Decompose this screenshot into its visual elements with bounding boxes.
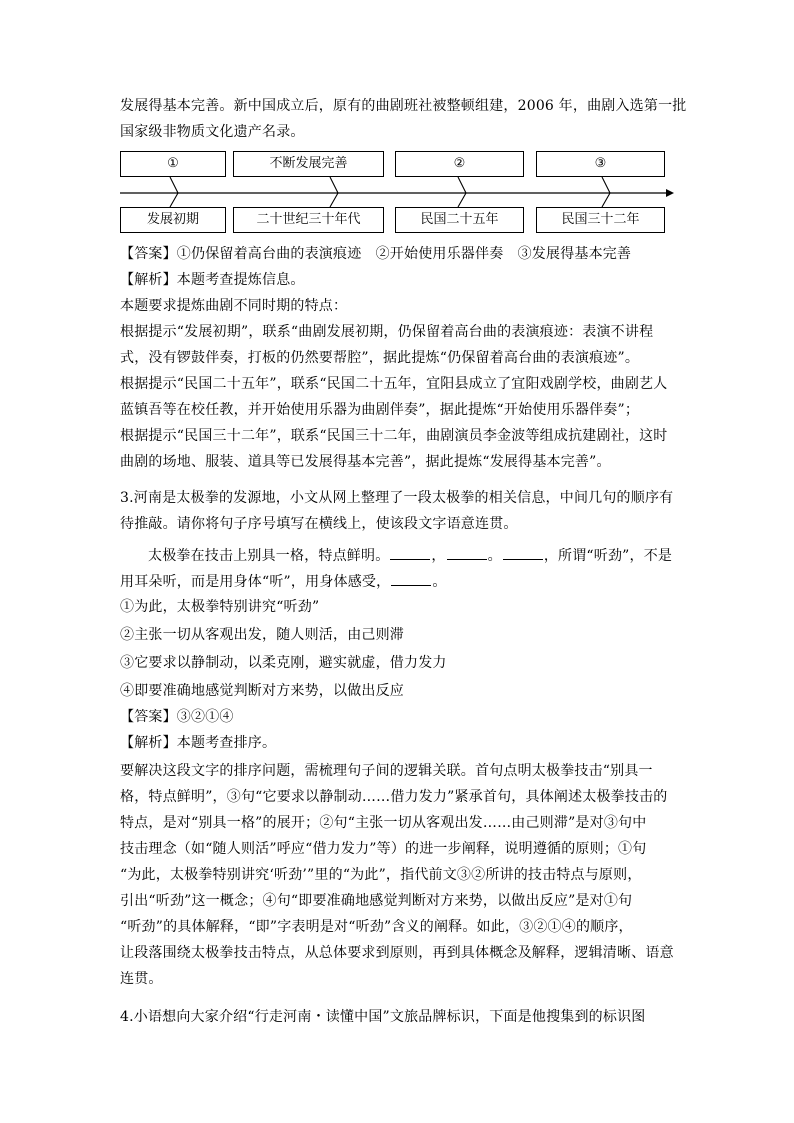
q3-analysis-line: 引出“听劲”这一概念；④句“即要准确地感觉判断对方来势，以做出反应”是对①句 <box>120 893 633 909</box>
q3-option: ①为此，太极拳特别讲究“听劲” <box>120 599 320 615</box>
q3-stem-line: 3.河南是太极拳的发源地，小文从网上整理了一段太极拳的相关信息，中间几句的顺序有 <box>120 490 674 506</box>
timeline-bottom-box-1: 发展初期 <box>120 207 226 233</box>
text-line: 国家级非物质文化遗产名录。 <box>120 124 305 140</box>
timeline-top-box-3: ② <box>395 151 524 177</box>
q3-analysis-line: 连贯。 <box>120 971 163 987</box>
q3-passage-line-2 <box>120 571 447 591</box>
q3-analysis-line: “为此，太极拳特别讲究‘听劲’”里的“为此”，指代前文③②所讲的技击特点与原则， <box>120 867 642 883</box>
passage-text: ，所谓“听劲”，不是 <box>543 548 673 564</box>
q3-option: ③它要求以静制动，以柔克刚，避实就虚，借力发力 <box>120 655 447 671</box>
q2-analysis-line: 根据提示“发展初期”，联系“曲剧发展初期，仍保留着高台曲的表演痕迹：表演不讲程 <box>120 324 654 340</box>
q2-analysis-line: 根据提示“民国三十二年”，联系“民国三十二年，曲剧演员李金波等组成抗建剧社，这时 <box>120 428 668 444</box>
timeline-top-box-1: ① <box>120 151 226 177</box>
answer-blank-4[interactable] <box>391 571 431 586</box>
passage-punct: 。 <box>432 574 447 590</box>
timeline-diagram <box>118 148 678 238</box>
timeline-bottom-box-2: 二十世纪三十年代 <box>233 207 384 233</box>
answer-blank-2[interactable] <box>447 545 487 560</box>
text-line: 发展得基本完善。新中国成立后，原有的曲剧班社被整顿组建，2006 年，曲剧入选第一批 <box>120 98 687 114</box>
q2-analysis-line: 根据提示“民国二十五年”，联系“民国二十五年，宜阳县成立了宜阳戏剧学校，曲剧艺人 <box>120 376 668 392</box>
passage-text: 太极拳在技击上别具一格，特点鲜明。 <box>148 548 390 564</box>
answer-blank-1[interactable] <box>390 545 430 560</box>
passage-text: 用耳朵听，而是用身体“听”，用身体感受， <box>120 574 391 590</box>
q3-passage-line-1 <box>148 545 672 565</box>
q2-analysis-line: 【解析】本题考查提炼信息。 <box>120 272 305 288</box>
q3-analysis-line: 技击理念（如“随人则活”呼应“借力发力”等）的进一步阐释，说明遵循的原则；①句 <box>120 841 647 857</box>
q3-analysis-line: 【解析】本题考查排序。 <box>120 735 277 751</box>
q3-option: ②主张一切从客观出发，随人则活，由己则滞 <box>120 627 404 643</box>
q3-analysis-line: 让段落围绕太极拳技击特点，从总体要求到原则，再到具体概念及解释，逻辑清晰、语意 <box>120 945 674 961</box>
timeline-top-box-2: 不断发展完善 <box>233 151 384 177</box>
timeline-bottom-box-3: 民国二十五年 <box>395 207 524 233</box>
passage-punct: 。 <box>487 548 502 564</box>
timeline-top-box-4: ③ <box>536 151 665 177</box>
q2-answer: 【答案】①仍保留着高台曲的表演痕迹 ②开始使用乐器伴奏 ③发展得基本完善 <box>120 246 632 262</box>
timeline-bottom-box-4: 民国三十二年 <box>536 207 665 233</box>
q2-analysis-line: 曲剧的场地、服装、道具等已发展得基本完善”，据此提炼“发展得基本完善”。 <box>120 454 611 470</box>
passage-punct: ， <box>431 548 446 564</box>
q3-stem-line: 待推敲。请你将句子序号填写在横线上，使该段文字语意连贯。 <box>120 516 518 532</box>
q3-answer: 【答案】③②①④ <box>120 709 234 725</box>
q2-analysis-line: 式，没有锣鼓伴奏，打板的仍然要帮腔”，据此提炼“仍保留着高台曲的表演痕迹”。 <box>120 350 640 366</box>
q3-analysis-line: 要解决这段文字的排序问题，需梳理句子间的逻辑关联。首句点明太极拳技击“别具一 <box>120 763 653 779</box>
q3-analysis-line: “听劲”的具体解释，“即”字表明是对“听劲”含义的阐释。如此，③②①④的顺序， <box>120 919 633 935</box>
q4-stem: 4.小语想向大家介绍“行走河南・读懂中国”文旅品牌标识，下面是他搜集到的标识图 <box>120 1009 646 1025</box>
q2-analysis-line: 蓝镇吾等在校任教，并开始使用乐器为曲剧伴奏”，据此提炼“开始使用乐器伴奏”； <box>120 402 640 418</box>
q3-analysis-line: 特点，是对“别具一格”的展开；②句“主张一切从客观出发……由己则滞”是对③句中 <box>120 815 647 831</box>
answer-blank-3[interactable] <box>503 545 543 560</box>
q2-analysis-line: 本题要求提炼曲剧不同时期的特点： <box>120 298 348 314</box>
q3-option: ④即要准确地感觉判断对方来势，以做出反应 <box>120 683 404 699</box>
q3-analysis-line: 格，特点鲜明”，③句“它要求以静制动……借力发力”紧承首句，具体阐述太极拳技击的 <box>120 789 668 805</box>
